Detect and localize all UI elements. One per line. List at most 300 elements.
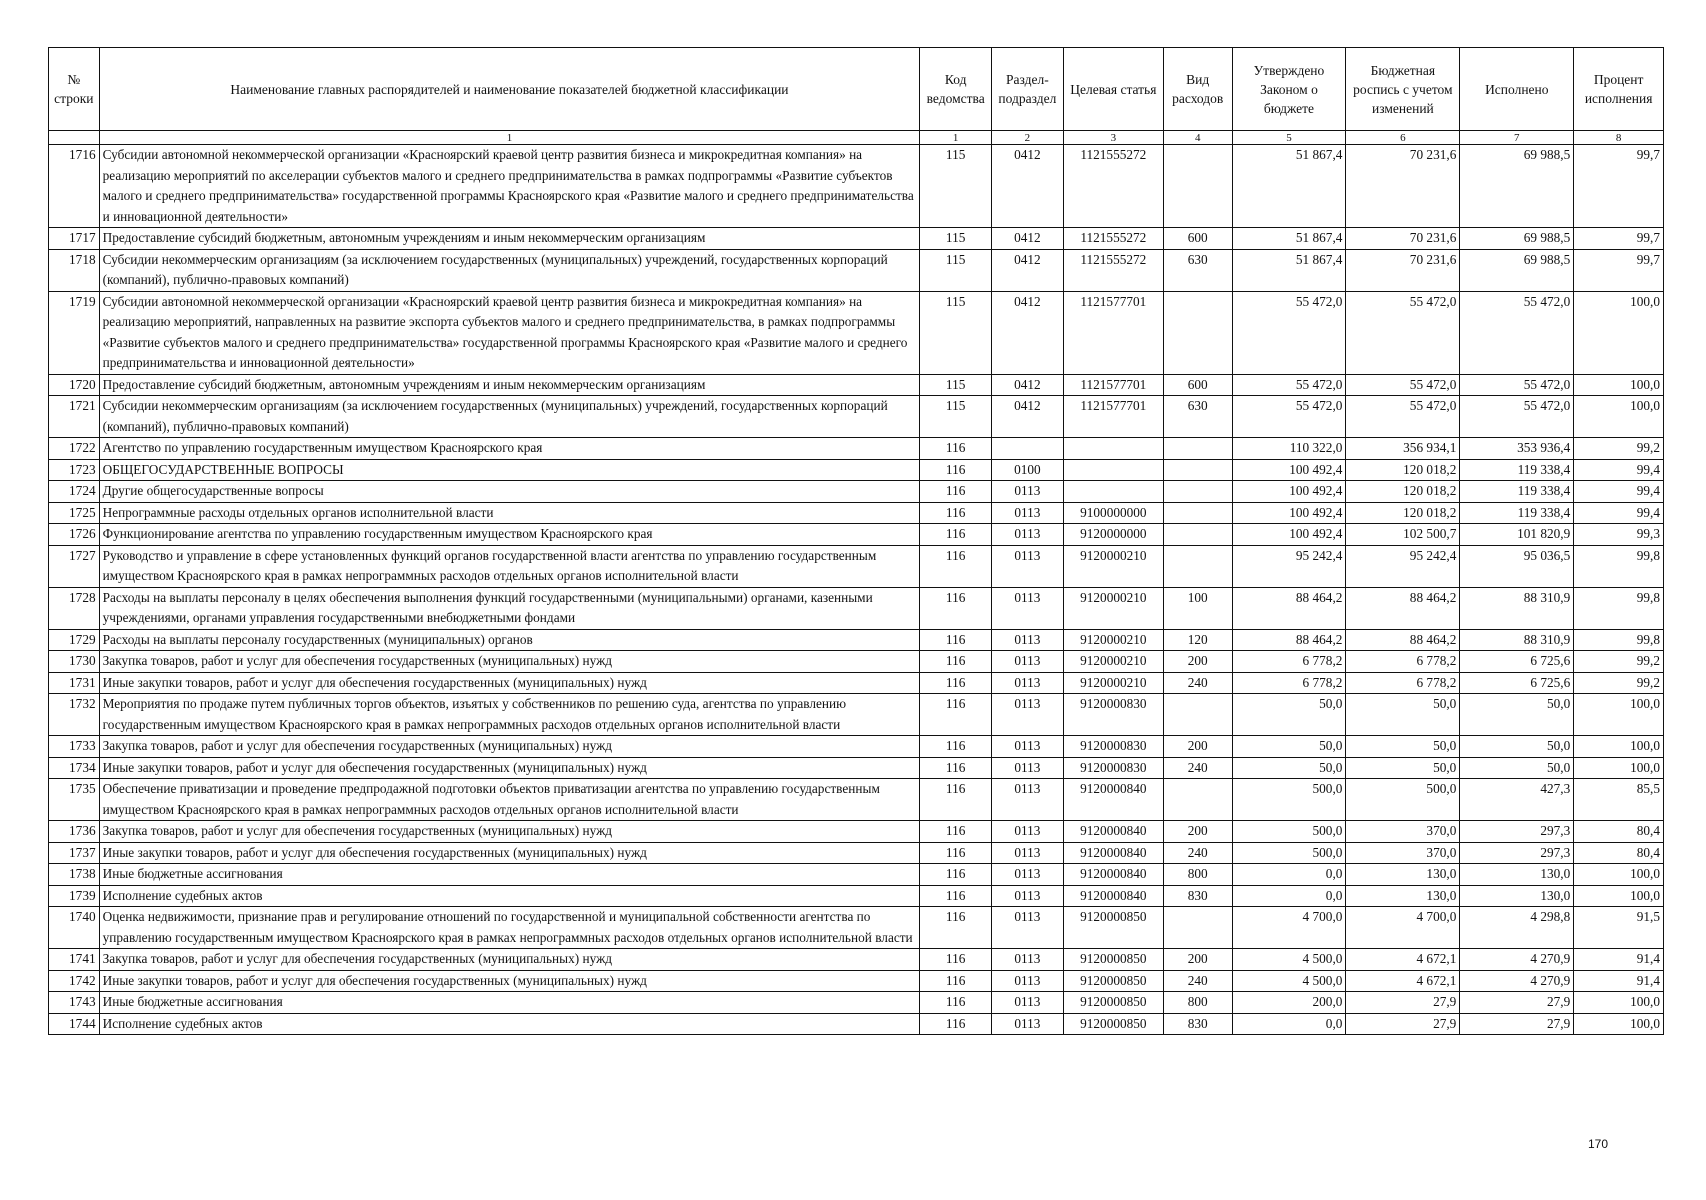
name-cell: Обеспечение приватизации и проведение предпродажной подготовки объектов приватизации агентства по управлению государственным имуществом Красноярского края в рамках непрограммных расходов отдельных органов исполнительной власти bbox=[99, 779, 920, 821]
target-article-cell: 9100000000 bbox=[1063, 502, 1163, 524]
percent-cell: 99,8 bbox=[1574, 545, 1664, 587]
section-cell: 0412 bbox=[992, 145, 1064, 228]
expense-type-cell: 100 bbox=[1163, 587, 1232, 629]
budget-schedule-cell: 55 472,0 bbox=[1346, 291, 1460, 374]
table-row bbox=[49, 1013, 1664, 1035]
row-number-cell: 1732 bbox=[49, 694, 100, 736]
executed-cell: 55 472,0 bbox=[1460, 374, 1574, 396]
executed-cell: 297,3 bbox=[1460, 821, 1574, 843]
percent-cell: 99,2 bbox=[1574, 438, 1664, 460]
expense-type-cell: 600 bbox=[1163, 228, 1232, 250]
row-number-cell: 1726 bbox=[49, 524, 100, 546]
table-row bbox=[49, 502, 1664, 524]
table-row bbox=[49, 396, 1664, 438]
table-row bbox=[49, 545, 1664, 587]
target-article-cell: 9120000830 bbox=[1063, 694, 1163, 736]
row-number-cell: 1730 bbox=[49, 651, 100, 673]
target-article-cell: 9120000000 bbox=[1063, 524, 1163, 546]
table-row bbox=[49, 459, 1664, 481]
row-number-cell: 1729 bbox=[49, 629, 100, 651]
approved-cell: 51 867,4 bbox=[1232, 145, 1346, 228]
target-article-cell bbox=[1063, 459, 1163, 481]
name-cell: Закупка товаров, работ и услуг для обеспечения государственных (муниципальных) нужд bbox=[99, 736, 920, 758]
header-approved: Утверждено Законом о бюджете bbox=[1232, 48, 1346, 131]
table-row bbox=[49, 970, 1664, 992]
executed-cell: 427,3 bbox=[1460, 779, 1574, 821]
department-code-cell: 116 bbox=[920, 949, 992, 971]
row-number-cell: 1737 bbox=[49, 842, 100, 864]
table-row bbox=[49, 145, 1664, 228]
approved-cell: 200,0 bbox=[1232, 992, 1346, 1014]
row-number-cell: 1718 bbox=[49, 249, 100, 291]
target-article-cell: 9120000840 bbox=[1063, 821, 1163, 843]
name-cell: Руководство и управление в сфере установленных функций органов государственной власти агентства по управлению государственным имуществом Красноярского края в рамках непрограммных расходов отдельных органов исполнительной власти bbox=[99, 545, 920, 587]
target-article-cell: 9120000840 bbox=[1063, 864, 1163, 886]
name-cell: Мероприятия по продаже путем публичных торгов объектов, изъятых у собственников по решению суда, агентства по управлению государственным имуществом Красноярского края в рамках непрограммных расходов отдельных органов исполнительной власти bbox=[99, 694, 920, 736]
approved-cell: 51 867,4 bbox=[1232, 228, 1346, 250]
section-cell: 0113 bbox=[992, 864, 1064, 886]
target-article-cell: 1121577701 bbox=[1063, 396, 1163, 438]
budget-schedule-cell: 500,0 bbox=[1346, 779, 1460, 821]
section-cell: 0100 bbox=[992, 459, 1064, 481]
department-code-cell: 116 bbox=[920, 629, 992, 651]
department-code-cell: 116 bbox=[920, 864, 992, 886]
budget-schedule-cell: 70 231,6 bbox=[1346, 249, 1460, 291]
department-code-cell: 116 bbox=[920, 736, 992, 758]
name-cell: Иные закупки товаров, работ и услуг для обеспечения государственных (муниципальных) нужд bbox=[99, 842, 920, 864]
row-number-cell: 1734 bbox=[49, 757, 100, 779]
budget-schedule-cell: 27,9 bbox=[1346, 992, 1460, 1014]
department-code-cell: 116 bbox=[920, 992, 992, 1014]
expense-type-cell: 240 bbox=[1163, 757, 1232, 779]
department-code-cell: 115 bbox=[920, 291, 992, 374]
row-number-cell: 1742 bbox=[49, 970, 100, 992]
table-row bbox=[49, 757, 1664, 779]
executed-cell: 119 338,4 bbox=[1460, 481, 1574, 503]
budget-schedule-cell: 88 464,2 bbox=[1346, 587, 1460, 629]
target-article-cell: 9120000210 bbox=[1063, 545, 1163, 587]
expense-type-cell: 830 bbox=[1163, 885, 1232, 907]
percent-cell: 91,4 bbox=[1574, 949, 1664, 971]
department-code-cell: 116 bbox=[920, 970, 992, 992]
budget-schedule-cell: 27,9 bbox=[1346, 1013, 1460, 1035]
name-cell: Оценка недвижимости, признание прав и регулирование отношений по государственной и муниципальной собственности агентства по управлению государственным имуществом Красноярского края в рамках непрограммных расходов отдельных органов исполнительной власти bbox=[99, 907, 920, 949]
approved-cell: 500,0 bbox=[1232, 821, 1346, 843]
budget-schedule-cell: 102 500,7 bbox=[1346, 524, 1460, 546]
department-code-cell: 116 bbox=[920, 524, 992, 546]
executed-cell: 6 725,6 bbox=[1460, 672, 1574, 694]
name-cell: Иные бюджетные ассигнования bbox=[99, 992, 920, 1014]
name-cell: Другие общегосударственные вопросы bbox=[99, 481, 920, 503]
name-cell: Расходы на выплаты персоналу в целях обеспечения выполнения функций государственными (муниципальными) органами, казенными учреждениями, органами управления государственными внебюджетными фондами bbox=[99, 587, 920, 629]
row-number-cell: 1724 bbox=[49, 481, 100, 503]
expense-type-cell bbox=[1163, 907, 1232, 949]
header-percent: Процент исполнения bbox=[1574, 48, 1664, 131]
department-code-cell: 115 bbox=[920, 145, 992, 228]
percent-cell: 85,5 bbox=[1574, 779, 1664, 821]
expense-type-cell: 600 bbox=[1163, 374, 1232, 396]
expense-type-cell bbox=[1163, 145, 1232, 228]
department-code-cell: 116 bbox=[920, 1013, 992, 1035]
percent-cell: 80,4 bbox=[1574, 821, 1664, 843]
column-number: 8 bbox=[1574, 131, 1664, 145]
name-cell: Агентство по управлению государственным имуществом Красноярского края bbox=[99, 438, 920, 460]
expense-type-cell bbox=[1163, 694, 1232, 736]
approved-cell: 0,0 bbox=[1232, 1013, 1346, 1035]
department-code-cell: 116 bbox=[920, 651, 992, 673]
header-target-article: Целевая статья bbox=[1063, 48, 1163, 131]
approved-cell: 88 464,2 bbox=[1232, 629, 1346, 651]
target-article-cell: 9120000840 bbox=[1063, 842, 1163, 864]
department-code-cell: 116 bbox=[920, 757, 992, 779]
header-section: Раздел-подраздел bbox=[992, 48, 1064, 131]
percent-cell: 100,0 bbox=[1574, 736, 1664, 758]
executed-cell: 50,0 bbox=[1460, 694, 1574, 736]
table-row bbox=[49, 291, 1664, 374]
section-cell: 0113 bbox=[992, 502, 1064, 524]
header-row bbox=[49, 48, 1664, 131]
budget-schedule-cell: 50,0 bbox=[1346, 736, 1460, 758]
executed-cell: 27,9 bbox=[1460, 1013, 1574, 1035]
target-article-cell: 1121555272 bbox=[1063, 228, 1163, 250]
executed-cell: 27,9 bbox=[1460, 992, 1574, 1014]
name-cell: Закупка товаров, работ и услуг для обеспечения государственных (муниципальных) нужд bbox=[99, 651, 920, 673]
section-cell: 0113 bbox=[992, 757, 1064, 779]
percent-cell: 99,2 bbox=[1574, 651, 1664, 673]
name-cell: Субсидии некоммерческим организациям (за исключением государственных (муниципальных) учреждений, государственных корпораций (компаний), публично-правовых компаний) bbox=[99, 396, 920, 438]
percent-cell: 100,0 bbox=[1574, 374, 1664, 396]
row-number-cell: 1733 bbox=[49, 736, 100, 758]
department-code-cell: 115 bbox=[920, 396, 992, 438]
budget-table bbox=[48, 47, 1664, 1035]
table-row bbox=[49, 629, 1664, 651]
expense-type-cell: 830 bbox=[1163, 1013, 1232, 1035]
approved-cell: 4 500,0 bbox=[1232, 970, 1346, 992]
target-article-cell: 9120000210 bbox=[1063, 651, 1163, 673]
department-code-cell: 116 bbox=[920, 842, 992, 864]
executed-cell: 130,0 bbox=[1460, 864, 1574, 886]
expense-type-cell bbox=[1163, 459, 1232, 481]
percent-cell: 100,0 bbox=[1574, 694, 1664, 736]
budget-schedule-cell: 50,0 bbox=[1346, 694, 1460, 736]
section-cell: 0113 bbox=[992, 907, 1064, 949]
approved-cell: 0,0 bbox=[1232, 864, 1346, 886]
approved-cell: 100 492,4 bbox=[1232, 459, 1346, 481]
percent-cell: 91,5 bbox=[1574, 907, 1664, 949]
budget-schedule-cell: 356 934,1 bbox=[1346, 438, 1460, 460]
page-number: 170 bbox=[1588, 1137, 1609, 1151]
section-cell: 0113 bbox=[992, 1013, 1064, 1035]
department-code-cell: 116 bbox=[920, 821, 992, 843]
table-row bbox=[49, 992, 1664, 1014]
column-number: 4 bbox=[1163, 131, 1232, 145]
percent-cell: 99,7 bbox=[1574, 249, 1664, 291]
department-code-cell: 115 bbox=[920, 374, 992, 396]
budget-schedule-cell: 70 231,6 bbox=[1346, 228, 1460, 250]
section-cell: 0412 bbox=[992, 228, 1064, 250]
table-row bbox=[49, 587, 1664, 629]
budget-schedule-cell: 6 778,2 bbox=[1346, 672, 1460, 694]
section-cell: 0113 bbox=[992, 821, 1064, 843]
department-code-cell: 116 bbox=[920, 587, 992, 629]
column-number: 2 bbox=[992, 131, 1064, 145]
percent-cell: 100,0 bbox=[1574, 864, 1664, 886]
percent-cell: 91,4 bbox=[1574, 970, 1664, 992]
percent-cell: 100,0 bbox=[1574, 885, 1664, 907]
expense-type-cell: 240 bbox=[1163, 970, 1232, 992]
table-row bbox=[49, 438, 1664, 460]
row-number-cell: 1722 bbox=[49, 438, 100, 460]
department-code-cell: 116 bbox=[920, 545, 992, 587]
row-number-cell: 1736 bbox=[49, 821, 100, 843]
expense-type-cell bbox=[1163, 545, 1232, 587]
name-cell: Иные бюджетные ассигнования bbox=[99, 864, 920, 886]
budget-schedule-cell: 4 672,1 bbox=[1346, 970, 1460, 992]
budget-schedule-cell: 55 472,0 bbox=[1346, 374, 1460, 396]
approved-cell: 95 242,4 bbox=[1232, 545, 1346, 587]
approved-cell: 100 492,4 bbox=[1232, 502, 1346, 524]
table-row bbox=[49, 907, 1664, 949]
name-cell: Предоставление субсидий бюджетным, автономным учреждениям и иным некоммерческим организациям bbox=[99, 228, 920, 250]
target-article-cell: 9120000210 bbox=[1063, 629, 1163, 651]
budget-schedule-cell: 120 018,2 bbox=[1346, 481, 1460, 503]
executed-cell: 130,0 bbox=[1460, 885, 1574, 907]
executed-cell: 6 725,6 bbox=[1460, 651, 1574, 673]
table-row bbox=[49, 821, 1664, 843]
expense-type-cell: 200 bbox=[1163, 651, 1232, 673]
target-article-cell: 9120000850 bbox=[1063, 992, 1163, 1014]
name-cell: ОБЩЕГОСУДАРСТВЕННЫЕ ВОПРОСЫ bbox=[99, 459, 920, 481]
row-number-cell: 1719 bbox=[49, 291, 100, 374]
target-article-cell: 9120000830 bbox=[1063, 736, 1163, 758]
department-code-cell: 116 bbox=[920, 438, 992, 460]
expense-type-cell: 800 bbox=[1163, 864, 1232, 886]
department-code-cell: 115 bbox=[920, 228, 992, 250]
target-article-cell: 1121555272 bbox=[1063, 145, 1163, 228]
section-cell: 0412 bbox=[992, 396, 1064, 438]
executed-cell: 69 988,5 bbox=[1460, 249, 1574, 291]
section-cell: 0113 bbox=[992, 587, 1064, 629]
approved-cell: 4 500,0 bbox=[1232, 949, 1346, 971]
approved-cell: 55 472,0 bbox=[1232, 396, 1346, 438]
department-code-cell: 116 bbox=[920, 779, 992, 821]
expense-type-cell: 200 bbox=[1163, 821, 1232, 843]
budget-schedule-cell: 4 700,0 bbox=[1346, 907, 1460, 949]
percent-cell: 99,7 bbox=[1574, 145, 1664, 228]
budget-schedule-cell: 120 018,2 bbox=[1346, 502, 1460, 524]
executed-cell: 4 270,9 bbox=[1460, 949, 1574, 971]
name-cell: Расходы на выплаты персоналу государственных (муниципальных) органов bbox=[99, 629, 920, 651]
approved-cell: 100 492,4 bbox=[1232, 524, 1346, 546]
percent-cell: 99,8 bbox=[1574, 629, 1664, 651]
budget-sheet bbox=[48, 47, 1664, 1035]
executed-cell: 55 472,0 bbox=[1460, 291, 1574, 374]
budget-schedule-cell: 50,0 bbox=[1346, 757, 1460, 779]
approved-cell: 6 778,2 bbox=[1232, 651, 1346, 673]
row-number-cell: 1727 bbox=[49, 545, 100, 587]
table-row bbox=[49, 374, 1664, 396]
target-article-cell: 9120000850 bbox=[1063, 949, 1163, 971]
percent-cell: 100,0 bbox=[1574, 291, 1664, 374]
budget-schedule-cell: 88 464,2 bbox=[1346, 629, 1460, 651]
table-row bbox=[49, 736, 1664, 758]
name-cell: Субсидии автономной некоммерческой организации «Красноярский краевой центр развития бизнеса и микрокредитная компания» на реализацию мероприятий по акселерации субъектов малого и среднего предпринимательства в рамках подпрограммы «Развитие субъектов малого и среднего предпринимательства» государственной программы Красноярского края «Развитие малого и среднего предпринимательства и инновационной деятельности» bbox=[99, 145, 920, 228]
percent-cell: 100,0 bbox=[1574, 396, 1664, 438]
name-cell: Субсидии автономной некоммерческой организации «Красноярский краевой центр развития бизнеса и микрокредитная компания» на реализацию мероприятий, направленных на развитие экспорта субъектов малого и среднего предпринимательства, в рамках подпрограммы «Развитие субъектов малого и среднего предпринимательства» государственной программы Красноярского края «Развитие малого и среднего предпринимательства и инновационной деятельности» bbox=[99, 291, 920, 374]
approved-cell: 50,0 bbox=[1232, 736, 1346, 758]
column-number: 3 bbox=[1063, 131, 1163, 145]
table-row bbox=[49, 524, 1664, 546]
department-code-cell: 115 bbox=[920, 249, 992, 291]
section-cell bbox=[992, 438, 1064, 460]
table-row bbox=[49, 885, 1664, 907]
executed-cell: 50,0 bbox=[1460, 757, 1574, 779]
percent-cell: 99,2 bbox=[1574, 672, 1664, 694]
section-cell: 0113 bbox=[992, 651, 1064, 673]
row-number-cell: 1744 bbox=[49, 1013, 100, 1035]
expense-type-cell bbox=[1163, 438, 1232, 460]
expense-type-cell: 120 bbox=[1163, 629, 1232, 651]
column-number: 6 bbox=[1346, 131, 1460, 145]
percent-cell: 99,4 bbox=[1574, 502, 1664, 524]
expense-type-cell bbox=[1163, 481, 1232, 503]
table-body bbox=[49, 145, 1664, 1035]
row-number-cell: 1739 bbox=[49, 885, 100, 907]
executed-cell: 50,0 bbox=[1460, 736, 1574, 758]
target-article-cell: 9120000850 bbox=[1063, 907, 1163, 949]
executed-cell: 88 310,9 bbox=[1460, 587, 1574, 629]
name-cell: Закупка товаров, работ и услуг для обеспечения государственных (муниципальных) нужд bbox=[99, 949, 920, 971]
budget-schedule-cell: 130,0 bbox=[1346, 864, 1460, 886]
name-cell: Функционирование агентства по управлению государственным имуществом Красноярского края bbox=[99, 524, 920, 546]
budget-schedule-cell: 130,0 bbox=[1346, 885, 1460, 907]
approved-cell: 51 867,4 bbox=[1232, 249, 1346, 291]
section-cell: 0113 bbox=[992, 545, 1064, 587]
name-cell: Иные закупки товаров, работ и услуг для обеспечения государственных (муниципальных) нужд bbox=[99, 970, 920, 992]
department-code-cell: 116 bbox=[920, 459, 992, 481]
percent-cell: 99,4 bbox=[1574, 481, 1664, 503]
approved-cell: 50,0 bbox=[1232, 694, 1346, 736]
row-number-cell: 1723 bbox=[49, 459, 100, 481]
row-number-cell: 1720 bbox=[49, 374, 100, 396]
executed-cell: 55 472,0 bbox=[1460, 396, 1574, 438]
name-cell: Иные закупки товаров, работ и услуг для обеспечения государственных (муниципальных) нужд bbox=[99, 672, 920, 694]
column-number: 5 bbox=[1232, 131, 1346, 145]
percent-cell: 80,4 bbox=[1574, 842, 1664, 864]
executed-cell: 95 036,5 bbox=[1460, 545, 1574, 587]
target-article-cell: 9120000850 bbox=[1063, 1013, 1163, 1035]
section-cell: 0113 bbox=[992, 992, 1064, 1014]
approved-cell: 4 700,0 bbox=[1232, 907, 1346, 949]
section-cell: 0113 bbox=[992, 736, 1064, 758]
table-row bbox=[49, 651, 1664, 673]
row-number-cell: 1743 bbox=[49, 992, 100, 1014]
executed-cell: 69 988,5 bbox=[1460, 145, 1574, 228]
table-row bbox=[49, 949, 1664, 971]
section-cell: 0113 bbox=[992, 524, 1064, 546]
row-number-cell: 1721 bbox=[49, 396, 100, 438]
name-cell: Субсидии некоммерческим организациям (за исключением государственных (муниципальных) учреждений, государственных корпораций (компаний), публично-правовых компаний) bbox=[99, 249, 920, 291]
executed-cell: 297,3 bbox=[1460, 842, 1574, 864]
budget-schedule-cell: 4 672,1 bbox=[1346, 949, 1460, 971]
department-code-cell: 116 bbox=[920, 481, 992, 503]
budget-schedule-cell: 370,0 bbox=[1346, 842, 1460, 864]
row-number-cell: 1725 bbox=[49, 502, 100, 524]
budget-schedule-cell: 120 018,2 bbox=[1346, 459, 1460, 481]
executed-cell: 353 936,4 bbox=[1460, 438, 1574, 460]
target-article-cell: 9120000210 bbox=[1063, 672, 1163, 694]
target-article-cell: 9120000840 bbox=[1063, 779, 1163, 821]
percent-cell: 100,0 bbox=[1574, 992, 1664, 1014]
header-executed: Исполнено bbox=[1460, 48, 1574, 131]
section-cell: 0113 bbox=[992, 672, 1064, 694]
header-row-number: № строки bbox=[49, 48, 100, 131]
percent-cell: 99,7 bbox=[1574, 228, 1664, 250]
target-article-cell: 9120000210 bbox=[1063, 587, 1163, 629]
expense-type-cell: 240 bbox=[1163, 672, 1232, 694]
section-cell: 0113 bbox=[992, 481, 1064, 503]
executed-cell: 4 270,9 bbox=[1460, 970, 1574, 992]
target-article-cell: 9120000850 bbox=[1063, 970, 1163, 992]
expense-type-cell: 240 bbox=[1163, 842, 1232, 864]
section-cell: 0113 bbox=[992, 779, 1064, 821]
executed-cell: 119 338,4 bbox=[1460, 502, 1574, 524]
percent-cell: 100,0 bbox=[1574, 1013, 1664, 1035]
percent-cell: 99,4 bbox=[1574, 459, 1664, 481]
expense-type-cell bbox=[1163, 524, 1232, 546]
percent-cell: 99,8 bbox=[1574, 587, 1664, 629]
approved-cell: 110 322,0 bbox=[1232, 438, 1346, 460]
executed-cell: 88 310,9 bbox=[1460, 629, 1574, 651]
budget-schedule-cell: 6 778,2 bbox=[1346, 651, 1460, 673]
approved-cell: 500,0 bbox=[1232, 779, 1346, 821]
table-row bbox=[49, 481, 1664, 503]
name-cell: Предоставление субсидий бюджетным, автономным учреждениям и иным некоммерческим организациям bbox=[99, 374, 920, 396]
target-article-cell: 1121555272 bbox=[1063, 249, 1163, 291]
budget-schedule-cell: 70 231,6 bbox=[1346, 145, 1460, 228]
table-row bbox=[49, 842, 1664, 864]
row-number-cell: 1716 bbox=[49, 145, 100, 228]
target-article-cell bbox=[1063, 438, 1163, 460]
target-article-cell: 1121577701 bbox=[1063, 374, 1163, 396]
approved-cell: 500,0 bbox=[1232, 842, 1346, 864]
section-cell: 0412 bbox=[992, 291, 1064, 374]
percent-cell: 99,3 bbox=[1574, 524, 1664, 546]
header-expense-type: Вид расходов bbox=[1163, 48, 1232, 131]
approved-cell: 55 472,0 bbox=[1232, 374, 1346, 396]
approved-cell: 88 464,2 bbox=[1232, 587, 1346, 629]
row-number-cell: 1741 bbox=[49, 949, 100, 971]
approved-cell: 55 472,0 bbox=[1232, 291, 1346, 374]
row-number-cell: 1738 bbox=[49, 864, 100, 886]
percent-cell: 100,0 bbox=[1574, 757, 1664, 779]
section-cell: 0412 bbox=[992, 374, 1064, 396]
header-name: Наименование главных распорядителей и наименование показателей бюджетной классификации bbox=[99, 48, 920, 131]
executed-cell: 69 988,5 bbox=[1460, 228, 1574, 250]
column-number: 1 bbox=[99, 131, 920, 145]
target-article-cell: 9120000830 bbox=[1063, 757, 1163, 779]
expense-type-cell bbox=[1163, 502, 1232, 524]
row-number-cell: 1740 bbox=[49, 907, 100, 949]
section-cell: 0113 bbox=[992, 970, 1064, 992]
row-number-cell: 1728 bbox=[49, 587, 100, 629]
table-row bbox=[49, 779, 1664, 821]
department-code-cell: 116 bbox=[920, 694, 992, 736]
approved-cell: 6 778,2 bbox=[1232, 672, 1346, 694]
section-cell: 0113 bbox=[992, 842, 1064, 864]
approved-cell: 100 492,4 bbox=[1232, 481, 1346, 503]
table-row bbox=[49, 249, 1664, 291]
